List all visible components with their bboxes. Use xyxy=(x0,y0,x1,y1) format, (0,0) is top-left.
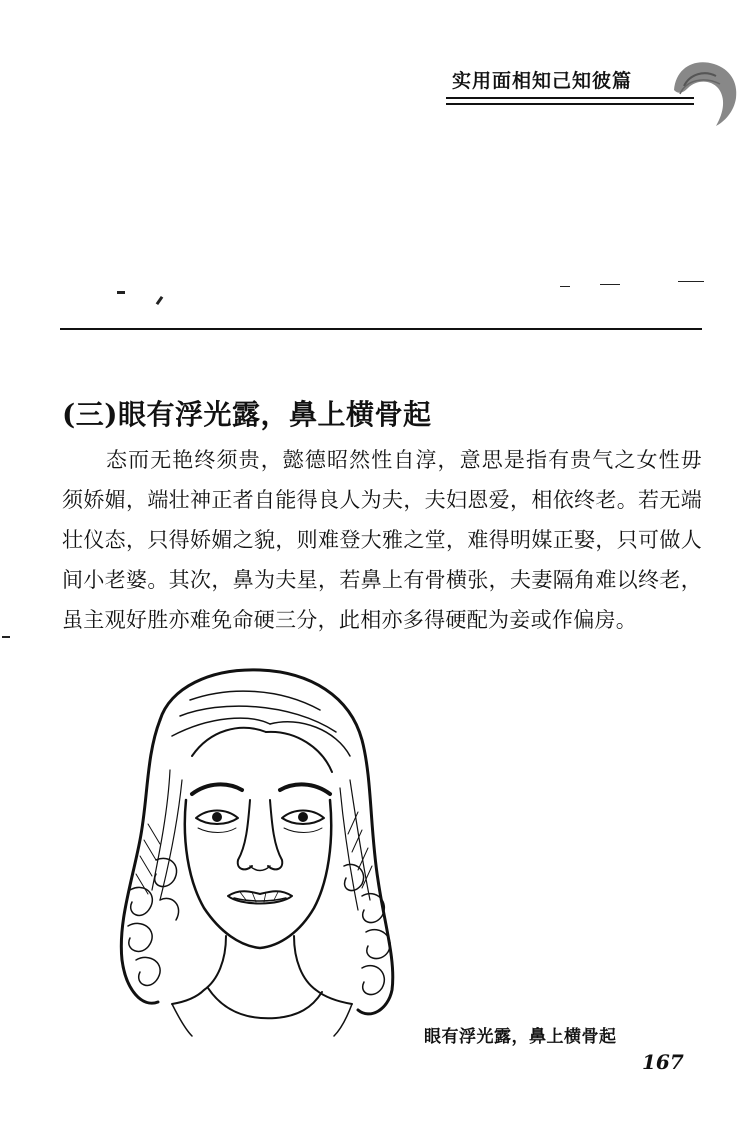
running-header-title: 实用面相知己知彼篇 xyxy=(452,70,633,92)
swirl-ornament-icon xyxy=(664,50,740,130)
scan-speck xyxy=(678,281,704,282)
face-illustration xyxy=(100,660,412,1040)
scan-speck xyxy=(2,636,10,638)
section-title: (三)眼有浮光露，鼻上横骨起 xyxy=(62,398,432,431)
scan-speck xyxy=(156,296,164,305)
scan-speck xyxy=(117,291,125,294)
body-paragraph: 态而无艳终须贵，懿德昭然性自淳，意思是指有贵气之女性毋须娇媚，端壮神正者自能得良人为夫，夫妇恩爱，相依终老。若无端壮仪态，只得娇媚之貌，则难登大雅之堂，难得明媒正娶，只可做人间小老婆。其次，鼻为夫星，若鼻上有骨横张，夫妻隔角难以终老，虽主观好胜亦难免命硬三分，此相亦多得硬配为妾或作偏房。 xyxy=(62,448,702,632)
scan-speck xyxy=(600,284,620,285)
page-number: 167 xyxy=(642,1050,684,1074)
header-rule-top xyxy=(446,97,694,99)
header-rule-bottom xyxy=(446,103,694,105)
scan-speck xyxy=(560,286,570,287)
section-separator xyxy=(60,328,702,330)
figure-caption: 眼有浮光露，鼻上横骨起 xyxy=(424,1027,617,1047)
